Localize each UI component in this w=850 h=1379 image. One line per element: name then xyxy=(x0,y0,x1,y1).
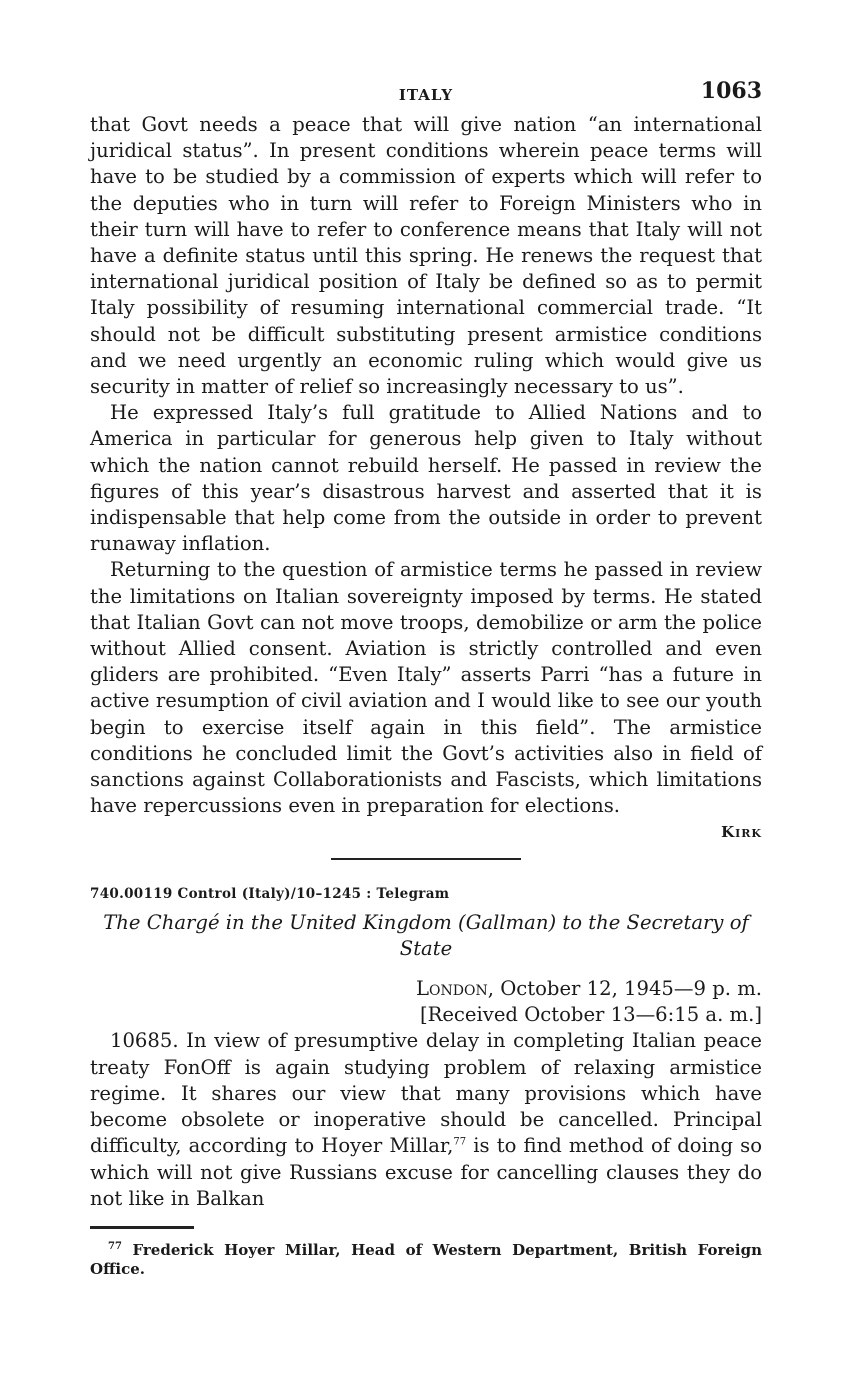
paragraph-3: Returning to the question of armistice terms he passed in review the limitations on Italian sovereignty imposed by terms. He stated that Italian Govt can not move troops, demobilize or arm the police without Allied consent. Aviation is strictly controlled and even gliders are prohibited. “Even Italy” asserts Parri “has a future in active resumption of civil aviation and I would like to see our youth begin to exercise itself again in this field”. The armistice conditions he concluded limit the Govt’s activities also in field of sanctions against Collaborationists and Fascists, which limitations have repercussions even in preparation for elections. xyxy=(90,558,762,818)
footnote-text: Frederick Hoyer Millar, Head of Western Department, British Foreign Office. xyxy=(90,1240,762,1278)
paragraph-2: He expressed Italy’s full gratitude to Allied Nations and to America in particular for generous help given to Italy without which the nation cannot rebuild herself. He passed in review the figures of this year’s disastrous harvest and asserted that it is indispensable that help come from the outside in order to prevent runaway inflation. xyxy=(90,401,762,556)
sent-date: , October 12, 1945—9 p. m. xyxy=(487,977,762,1001)
signature-text: Kirk xyxy=(721,823,762,842)
dateline xyxy=(90,976,762,1028)
telegram-body-start: 10685. In view of presumptive delay in completing Italian peace treaty FonOff is again studying problem of relaxing armistice regime. It shares our view that many provisions which have become obsolete or inoperative should be cancelled. Principal difficulty, according to Hoyer Millar, xyxy=(90,1029,762,1158)
footnote-divider xyxy=(90,1226,194,1229)
running-title: ITALY xyxy=(398,86,454,104)
running-head xyxy=(90,78,762,112)
footnote-marker: 77 xyxy=(108,1240,122,1252)
footnote xyxy=(90,1241,762,1279)
section-divider xyxy=(331,858,521,860)
page-number: 1063 xyxy=(700,78,762,104)
document-page xyxy=(90,78,762,1279)
place: London xyxy=(416,977,488,1001)
sent-line xyxy=(90,976,762,1002)
footnote-reference[interactable]: 77 xyxy=(453,1136,467,1148)
telegram-body-end: is to find method of doing so which will not give Russians excuse for cancelling clauses they do not like in Balkan xyxy=(90,1134,762,1210)
received-line: [Received October 13—6:15 a. m.] xyxy=(419,1003,762,1027)
paragraph-1: that Govt needs a peace that will give nation “an international juridical status”. In present conditions wherein peace terms will have to be studied by a commission of experts which will refer to the deputies who in turn will refer to Foreign Ministers who in their turn will have to refer to conference means that Italy will not have a definite status until this spring. He renews the request that international juridical position of Italy be defined so as to permit Italy possibility of resuming international commercial trade. “It should not be difficult substituting present armistice conditions and we need urgently an economic ruling which would give us security in matter of relief so increasingly necessary to us”. xyxy=(90,113,762,399)
file-reference: 740.00119 Control (Italy)/10–1245 : Telegram xyxy=(90,886,450,903)
telegram-body xyxy=(90,1028,762,1211)
document-title: The Chargé in the United Kingdom (Gallman) to the Secretary of State xyxy=(103,911,749,961)
signature xyxy=(90,821,762,843)
